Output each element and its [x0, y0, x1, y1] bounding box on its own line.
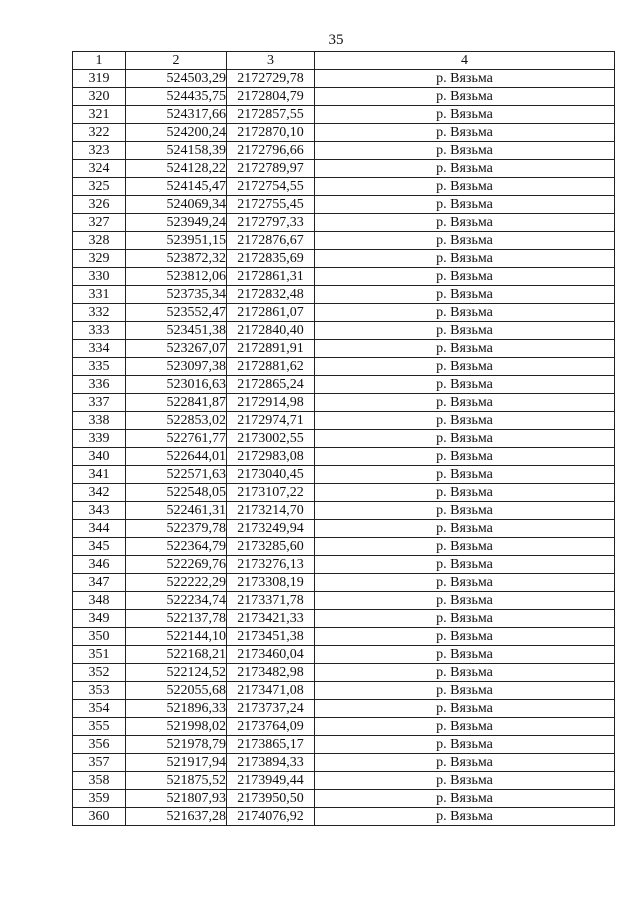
- point-number-cell: 341: [73, 466, 126, 484]
- point-number-cell: 322: [73, 124, 126, 142]
- header-col-2: 2: [126, 52, 227, 70]
- table-row: [73, 70, 615, 88]
- table-row: [73, 538, 615, 556]
- description-cell: р. Вязьма: [315, 304, 615, 322]
- description-cell: р. Вязьма: [315, 322, 615, 340]
- table-row: [73, 682, 615, 700]
- description-cell: р. Вязьма: [315, 502, 615, 520]
- y-coordinate-cell: 2172755,45: [227, 196, 315, 214]
- table-row: [73, 232, 615, 250]
- x-coordinate-cell: 524317,66: [126, 106, 227, 124]
- point-number-cell: 331: [73, 286, 126, 304]
- table-row: [73, 574, 615, 592]
- y-coordinate-cell: 2172797,33: [227, 214, 315, 232]
- y-coordinate-cell: 2173737,24: [227, 700, 315, 718]
- x-coordinate-cell: 524503,29: [126, 70, 227, 88]
- y-coordinate-cell: 2173482,98: [227, 664, 315, 682]
- description-cell: р. Вязьма: [315, 358, 615, 376]
- point-number-cell: 325: [73, 178, 126, 196]
- description-cell: р. Вязьма: [315, 142, 615, 160]
- description-cell: р. Вязьма: [315, 268, 615, 286]
- x-coordinate-cell: 523735,34: [126, 286, 227, 304]
- description-cell: р. Вязьма: [315, 106, 615, 124]
- point-number-cell: 342: [73, 484, 126, 502]
- y-coordinate-cell: 2172840,40: [227, 322, 315, 340]
- table-row: [73, 214, 615, 232]
- table-row: [73, 286, 615, 304]
- description-cell: р. Вязьма: [315, 178, 615, 196]
- table-row: [73, 448, 615, 466]
- description-cell: р. Вязьма: [315, 196, 615, 214]
- table-row: [73, 466, 615, 484]
- y-coordinate-cell: 2173460,04: [227, 646, 315, 664]
- y-coordinate-cell: 2172974,71: [227, 412, 315, 430]
- point-number-cell: 352: [73, 664, 126, 682]
- x-coordinate-cell: 522124,52: [126, 664, 227, 682]
- point-number-cell: 357: [73, 754, 126, 772]
- point-number-cell: 327: [73, 214, 126, 232]
- x-coordinate-cell: 524128,22: [126, 160, 227, 178]
- description-cell: р. Вязьма: [315, 340, 615, 358]
- table-row: [73, 646, 615, 664]
- point-number-cell: 337: [73, 394, 126, 412]
- description-cell: р. Вязьма: [315, 574, 615, 592]
- point-number-cell: 347: [73, 574, 126, 592]
- page-number: 35: [328, 32, 344, 48]
- x-coordinate-cell: 524158,39: [126, 142, 227, 160]
- table-row: [73, 160, 615, 178]
- y-coordinate-cell: 2173214,70: [227, 502, 315, 520]
- point-number-cell: 359: [73, 790, 126, 808]
- y-coordinate-cell: 2172804,79: [227, 88, 315, 106]
- y-coordinate-cell: 2173040,45: [227, 466, 315, 484]
- table-row: [73, 790, 615, 808]
- x-coordinate-cell: 524435,75: [126, 88, 227, 106]
- table-row: [73, 808, 615, 826]
- point-number-cell: 332: [73, 304, 126, 322]
- x-coordinate-cell: 521998,02: [126, 718, 227, 736]
- y-coordinate-cell: 2173107,22: [227, 484, 315, 502]
- table-row: [73, 340, 615, 358]
- point-number-cell: 334: [73, 340, 126, 358]
- point-number-cell: 358: [73, 772, 126, 790]
- coordinates-table: [72, 51, 615, 826]
- point-number-cell: 340: [73, 448, 126, 466]
- x-coordinate-cell: 524145,47: [126, 178, 227, 196]
- x-coordinate-cell: 522269,76: [126, 556, 227, 574]
- table-row: [73, 106, 615, 124]
- point-number-cell: 319: [73, 70, 126, 88]
- y-coordinate-cell: 2172870,10: [227, 124, 315, 142]
- x-coordinate-cell: 522137,78: [126, 610, 227, 628]
- y-coordinate-cell: 2173285,60: [227, 538, 315, 556]
- x-coordinate-cell: 522571,63: [126, 466, 227, 484]
- table-row: [73, 178, 615, 196]
- y-coordinate-cell: 2173308,19: [227, 574, 315, 592]
- point-number-cell: 355: [73, 718, 126, 736]
- y-coordinate-cell: 2172865,24: [227, 376, 315, 394]
- point-number-cell: 344: [73, 520, 126, 538]
- table-row: [73, 754, 615, 772]
- y-coordinate-cell: 2173471,08: [227, 682, 315, 700]
- point-number-cell: 356: [73, 736, 126, 754]
- y-coordinate-cell: 2173371,78: [227, 592, 315, 610]
- description-cell: р. Вязьма: [315, 520, 615, 538]
- x-coordinate-cell: 522234,74: [126, 592, 227, 610]
- x-coordinate-cell: 523097,38: [126, 358, 227, 376]
- x-coordinate-cell: 521875,52: [126, 772, 227, 790]
- description-cell: р. Вязьма: [315, 592, 615, 610]
- header-col-3: 3: [227, 52, 315, 70]
- x-coordinate-cell: 523949,24: [126, 214, 227, 232]
- table-row: [73, 196, 615, 214]
- x-coordinate-cell: 521637,28: [126, 808, 227, 826]
- x-coordinate-cell: 522761,77: [126, 430, 227, 448]
- x-coordinate-cell: 523267,07: [126, 340, 227, 358]
- point-number-cell: 348: [73, 592, 126, 610]
- y-coordinate-cell: 2172983,08: [227, 448, 315, 466]
- description-cell: р. Вязьма: [315, 736, 615, 754]
- description-cell: р. Вязьма: [315, 448, 615, 466]
- y-coordinate-cell: 2173894,33: [227, 754, 315, 772]
- description-cell: р. Вязьма: [315, 250, 615, 268]
- table-row: [73, 358, 615, 376]
- table-row: [73, 394, 615, 412]
- description-cell: р. Вязьма: [315, 790, 615, 808]
- table-row: [73, 142, 615, 160]
- table-row: [73, 610, 615, 628]
- x-coordinate-cell: 523951,15: [126, 232, 227, 250]
- table-row: [73, 664, 615, 682]
- x-coordinate-cell: 524069,34: [126, 196, 227, 214]
- description-cell: р. Вязьма: [315, 232, 615, 250]
- table-row: [73, 718, 615, 736]
- y-coordinate-cell: 2173276,13: [227, 556, 315, 574]
- description-cell: р. Вязьма: [315, 124, 615, 142]
- description-cell: р. Вязьма: [315, 538, 615, 556]
- point-number-cell: 353: [73, 682, 126, 700]
- y-coordinate-cell: 2173421,33: [227, 610, 315, 628]
- point-number-cell: 343: [73, 502, 126, 520]
- table-row: [73, 268, 615, 286]
- description-cell: р. Вязьма: [315, 484, 615, 502]
- y-coordinate-cell: 2172861,07: [227, 304, 315, 322]
- x-coordinate-cell: 523812,06: [126, 268, 227, 286]
- point-number-cell: 345: [73, 538, 126, 556]
- y-coordinate-cell: 2172914,98: [227, 394, 315, 412]
- table-row: [73, 700, 615, 718]
- y-coordinate-cell: 2172881,62: [227, 358, 315, 376]
- table-row: [73, 520, 615, 538]
- x-coordinate-cell: 523016,63: [126, 376, 227, 394]
- x-coordinate-cell: 521807,93: [126, 790, 227, 808]
- table-header-row: [73, 52, 615, 70]
- point-number-cell: 328: [73, 232, 126, 250]
- table-row: [73, 376, 615, 394]
- description-cell: р. Вязьма: [315, 70, 615, 88]
- description-cell: р. Вязьма: [315, 286, 615, 304]
- point-number-cell: 333: [73, 322, 126, 340]
- point-number-cell: 336: [73, 376, 126, 394]
- x-coordinate-cell: 522055,68: [126, 682, 227, 700]
- x-coordinate-cell: 524200,24: [126, 124, 227, 142]
- x-coordinate-cell: 521896,33: [126, 700, 227, 718]
- point-number-cell: 346: [73, 556, 126, 574]
- y-coordinate-cell: 2172835,69: [227, 250, 315, 268]
- point-number-cell: 323: [73, 142, 126, 160]
- point-number-cell: 329: [73, 250, 126, 268]
- description-cell: р. Вязьма: [315, 682, 615, 700]
- table-row: [73, 250, 615, 268]
- point-number-cell: 330: [73, 268, 126, 286]
- description-cell: р. Вязьма: [315, 466, 615, 484]
- x-coordinate-cell: 522379,78: [126, 520, 227, 538]
- point-number-cell: 351: [73, 646, 126, 664]
- x-coordinate-cell: 522168,21: [126, 646, 227, 664]
- y-coordinate-cell: 2172796,66: [227, 142, 315, 160]
- x-coordinate-cell: 522548,05: [126, 484, 227, 502]
- y-coordinate-cell: 2172857,55: [227, 106, 315, 124]
- point-number-cell: 354: [73, 700, 126, 718]
- y-coordinate-cell: 2172891,91: [227, 340, 315, 358]
- point-number-cell: 321: [73, 106, 126, 124]
- x-coordinate-cell: 522841,87: [126, 394, 227, 412]
- description-cell: р. Вязьма: [315, 88, 615, 106]
- y-coordinate-cell: 2172832,48: [227, 286, 315, 304]
- table-row: [73, 484, 615, 502]
- y-coordinate-cell: 2173249,94: [227, 520, 315, 538]
- point-number-cell: 349: [73, 610, 126, 628]
- point-number-cell: 350: [73, 628, 126, 646]
- x-coordinate-cell: 522222,29: [126, 574, 227, 592]
- description-cell: р. Вязьма: [315, 664, 615, 682]
- description-cell: р. Вязьма: [315, 808, 615, 826]
- header-col-4: 4: [315, 52, 615, 70]
- x-coordinate-cell: 521917,94: [126, 754, 227, 772]
- description-cell: р. Вязьма: [315, 430, 615, 448]
- point-number-cell: 335: [73, 358, 126, 376]
- table-row: [73, 502, 615, 520]
- y-coordinate-cell: 2173865,17: [227, 736, 315, 754]
- description-cell: р. Вязьма: [315, 394, 615, 412]
- description-cell: р. Вязьма: [315, 556, 615, 574]
- point-number-cell: 339: [73, 430, 126, 448]
- header-col-1: 1: [73, 52, 126, 70]
- point-number-cell: 324: [73, 160, 126, 178]
- table-row: [73, 628, 615, 646]
- x-coordinate-cell: 522461,31: [126, 502, 227, 520]
- y-coordinate-cell: 2172789,97: [227, 160, 315, 178]
- description-cell: р. Вязьма: [315, 718, 615, 736]
- table-row: [73, 322, 615, 340]
- y-coordinate-cell: 2173002,55: [227, 430, 315, 448]
- description-cell: р. Вязьма: [315, 412, 615, 430]
- y-coordinate-cell: 2173949,44: [227, 772, 315, 790]
- x-coordinate-cell: 523451,38: [126, 322, 227, 340]
- x-coordinate-cell: 523872,32: [126, 250, 227, 268]
- description-cell: р. Вязьма: [315, 376, 615, 394]
- table-row: [73, 772, 615, 790]
- y-coordinate-cell: 2172754,55: [227, 178, 315, 196]
- table-body: [73, 70, 615, 826]
- x-coordinate-cell: 522364,79: [126, 538, 227, 556]
- x-coordinate-cell: 522853,02: [126, 412, 227, 430]
- point-number-cell: 360: [73, 808, 126, 826]
- table-row: [73, 88, 615, 106]
- description-cell: р. Вязьма: [315, 772, 615, 790]
- y-coordinate-cell: 2173764,09: [227, 718, 315, 736]
- point-number-cell: 338: [73, 412, 126, 430]
- table-row: [73, 736, 615, 754]
- point-number-cell: 326: [73, 196, 126, 214]
- y-coordinate-cell: 2172876,67: [227, 232, 315, 250]
- y-coordinate-cell: 2172729,78: [227, 70, 315, 88]
- x-coordinate-cell: 523552,47: [126, 304, 227, 322]
- description-cell: р. Вязьма: [315, 700, 615, 718]
- y-coordinate-cell: 2174076,92: [227, 808, 315, 826]
- description-cell: р. Вязьма: [315, 214, 615, 232]
- description-cell: р. Вязьма: [315, 160, 615, 178]
- y-coordinate-cell: 2173950,50: [227, 790, 315, 808]
- table-row: [73, 556, 615, 574]
- description-cell: р. Вязьма: [315, 610, 615, 628]
- table-row: [73, 124, 615, 142]
- table-row: [73, 592, 615, 610]
- x-coordinate-cell: 522144,10: [126, 628, 227, 646]
- y-coordinate-cell: 2173451,38: [227, 628, 315, 646]
- x-coordinate-cell: 521978,79: [126, 736, 227, 754]
- description-cell: р. Вязьма: [315, 646, 615, 664]
- point-number-cell: 320: [73, 88, 126, 106]
- table-row: [73, 430, 615, 448]
- description-cell: р. Вязьма: [315, 628, 615, 646]
- table-row: [73, 304, 615, 322]
- x-coordinate-cell: 522644,01: [126, 448, 227, 466]
- description-cell: р. Вязьма: [315, 754, 615, 772]
- table-row: [73, 412, 615, 430]
- y-coordinate-cell: 2172861,31: [227, 268, 315, 286]
